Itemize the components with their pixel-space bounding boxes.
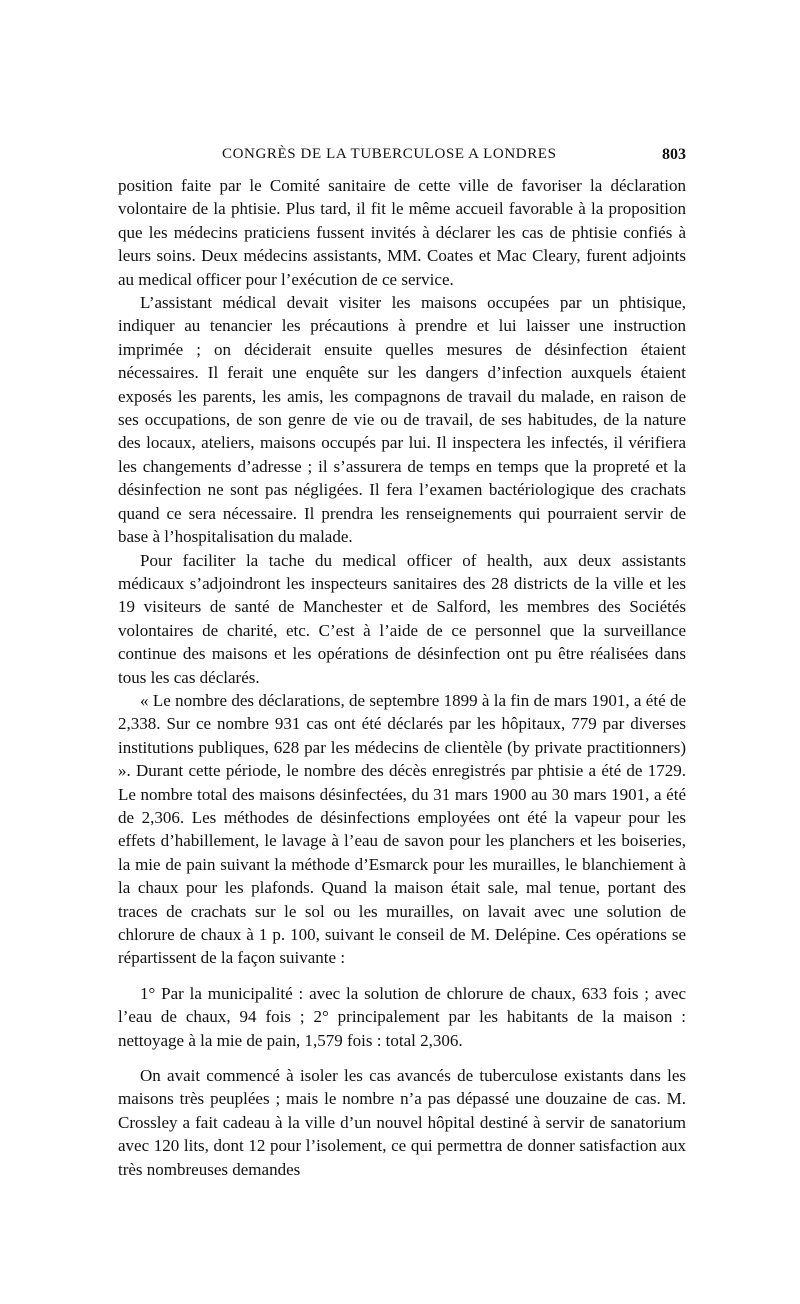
running-title: CONGRÈS DE LA TUBERCULOSE A LONDRES [222,146,557,162]
paragraph-isolation: On avait commencé à isoler les cas avancés de tuberculose existants dans les maisons très peuplées ; mais le nombre n’a pas dépassé une douzaine de cas. M. Crossley a fait cadeau à la ville d’un nouvel hôpital destiné à servir de sanatorium avec 120 lits, dont 12 pour l’isolement, ce qui permettra de donner satisfaction aux très nombreuses demandes [118,1066,686,1179]
body-text [118,174,686,1181]
paragraph-personnel: Pour faciliter la tache du medical officer of health, aux deux assistants médicaux s’adjoindront les inspecteurs sanitaires des 28 districts de la ville et les 19 visiteurs de santé de Manchester et de Salford, les membres des Sociétés volontaires de charité, etc. C’est à l’aide de ce personnel que la surveillance continue des maisons et les opérations de désinfection ont pu être réalisées dans tous les cas déclarés. [118,550,686,687]
page-number: 803 [662,146,686,163]
running-head [118,146,686,168]
paragraph-assistant-medical: L’assistant médical devait visiter les maisons occupées par un phtisique, indiquer au tenancier les précautions à prendre et lui laisser une instruction imprimée ; on déciderait ensuite quelles mesures de désinfection étaient nécessaires. Il ferait une enquête sur les dangers d’infection auxquels étaient exposés les parents, les amis, les compagnons de travail du malade, en raison de ses occupations, de son genre de vie ou de travail, de ses habitudes, de la nature des locaux, ateliers, maisons occupés par lui. Il inspectera les infectés, il vérifiera les changements d’adresse ; il s’assurera de temps en temps que la propreté et la désinfection ne sont pas négligées. Il fera l’examen bactériologique des crachats quand ce sera nécessaire. Il prendra les renseignements qui pourraient servir de base à l’hospitalisation du malade. [118,293,686,547]
paragraph-operations-breakdown: 1° Par la municipalité : avec la solution de chlorure de chaux, 633 fois ; avec l’eau de chaux, 94 fois ; 2° principalement par les habitants de la maison : nettoyage à la mie de pain, 1,579 fois : total 2,306. [118,983,686,1050]
paragraph-continuation: position faite par le Comité sanitaire de cette ville de favoriser la déclaration volontaire de la phtisie. Plus tard, il fit le même accueil favorable à la proposition que les médecins praticiens fussent invités à déclarer les cas de phtisie confiés à leurs soins. Deux médecins assistants, MM. Coates et Mac Cleary, furent adjoints au medical officer pour l’exécution de ce service. [118,176,686,289]
paragraph-declarations-statistics: « Le nombre des déclarations, de septembre 1899 à la fin de mars 1901, a été de 2,338. Sur ce nombre 931 cas ont été déclarés par les hôpitaux, 779 par diverses institutions publiques, 628 par les médecins de clientèle (by private practitionners) ». Durant cette période, le nombre des décès enregistrés par phtisie a été de 1729. Le nombre total des maisons désinfectées, du 31 mars 1900 au 30 mars 1901, a été de 2,306. Les méthodes de désinfections employées ont été la vapeur pour les effets d’habillement, le lavage à l’eau de savon pour les planchers et les boiseries, la mie de pain suivant la méthode d’Esmarck pour les murailles, le blanchiement à la chaux pour les plafonds. Quand la maison était sale, mal tenue, portant des traces de crachats sur le sol ou les murailles, on lavait avec une solution de chlorure de chaux à 1 p. 100, suivant le conseil de M. Delépine. Ces opérations se répartissent de la façon suivante : [118,690,686,968]
